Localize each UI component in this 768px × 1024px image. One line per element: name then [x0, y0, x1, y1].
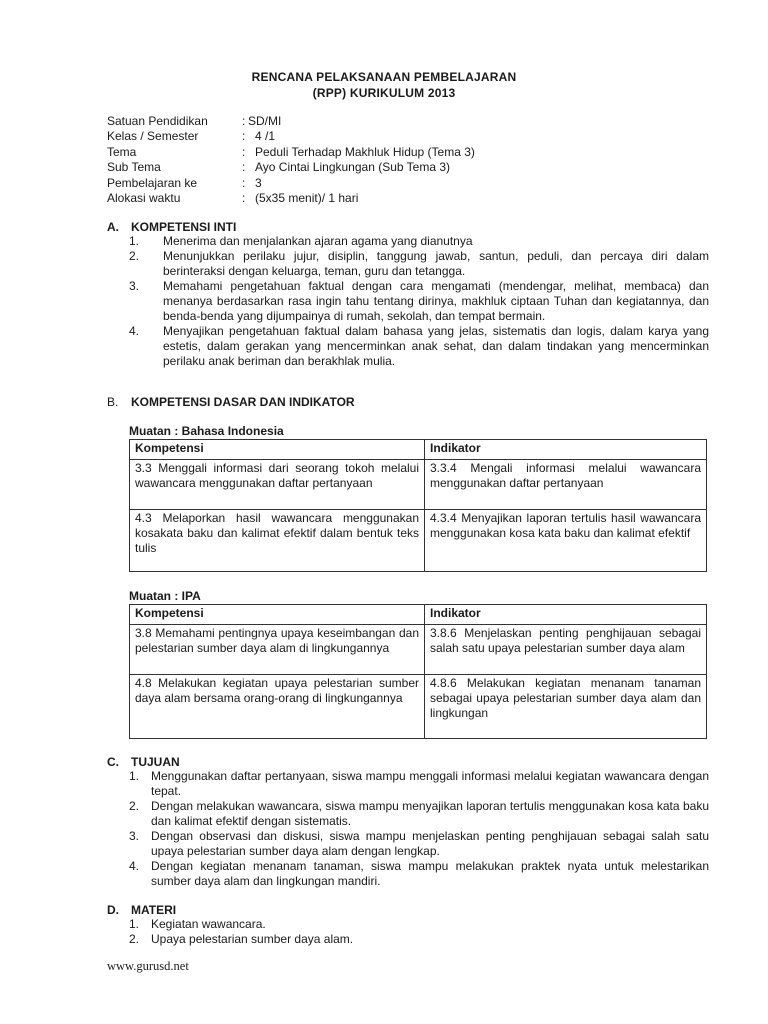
muatan-label: Muatan : Bahasa Indonesia	[129, 424, 284, 438]
list-text: Dengan observasi dan diskusi, siswa mampu menjelaskan penting penghijauan sebagai salah satu upaya pelestarian sumber daya alam dengan lengkap.	[151, 829, 709, 858]
list-item	[129, 932, 709, 947]
table-header-indikator: Indikator	[425, 440, 707, 460]
list-number: 3.	[129, 829, 140, 843]
list-number: 2.	[129, 932, 140, 946]
section-d-heading	[107, 903, 176, 918]
list-text: Menunjukkan perilaku jujur, disiplin, tanggung jawab, santun, peduli, dan percaya diri dalam berinteraksi dengan keluarga, teman, guru dan tetangga.	[163, 249, 709, 278]
list-item	[129, 917, 709, 932]
tujuan-list	[129, 769, 709, 889]
section-letter: A.	[107, 220, 119, 234]
list-item	[129, 234, 709, 249]
list-item	[129, 859, 709, 889]
section-letter: D.	[107, 903, 119, 917]
document-title: RENCANA PELAKSANAAN PEMBELAJARAN	[251, 70, 517, 84]
identity-label: Alokasi waktu	[107, 190, 181, 205]
section-title: KOMPETENSI DASAR DAN INDIKATOR	[131, 395, 355, 409]
section-a-heading	[107, 220, 236, 235]
list-number: 4.	[129, 324, 140, 338]
identity-colon: :	[242, 190, 246, 205]
section-letter: B.	[107, 395, 119, 409]
list-item	[129, 829, 709, 859]
kompetensi-cell: 3.8 Memahami pentingnya upaya keseimbangan dan pelestarian sumber daya alam di lingkungannya	[130, 625, 425, 675]
section-letter: C.	[107, 755, 119, 769]
list-number: 3.	[129, 279, 140, 293]
identity-label: Kelas / Semester	[107, 129, 199, 144]
kompetensi-cell: 3.3 Menggali informasi dari seorang tokoh melalui wawancara menggunakan daftar pertanyaan	[130, 460, 425, 510]
list-item	[129, 799, 709, 829]
identity-label: Satuan Pendidikan	[107, 114, 208, 128]
identity-label: Tema	[107, 144, 137, 159]
section-c-heading	[107, 755, 180, 770]
identity-value: (5x35 menit)/ 1 hari	[255, 190, 359, 205]
table-row	[130, 460, 707, 510]
list-number: 1.	[129, 234, 140, 248]
identity-value: SD/MI	[248, 114, 282, 128]
list-item	[129, 279, 709, 324]
indikator-cell: 3.3.4 Mengali informasi melalui wawancara menggunakan daftar pertanyaan	[425, 460, 707, 510]
list-text: Menerima dan menjalankan ajaran agama yang dianutnya	[163, 234, 473, 248]
identity-colon: :	[242, 129, 246, 144]
list-text: Kegiatan wawancara.	[151, 917, 266, 931]
table-header-kompetensi: Kompetensi	[130, 440, 425, 460]
indikator-cell: 4.3.4 Menyajikan laporan tertulis hasil wawancara menggunakan kosa kata baku dan kalimat efektif	[425, 510, 707, 572]
table-header-row	[130, 440, 707, 460]
identity-value: 3	[255, 175, 262, 190]
footer-website: www.gurusd.net	[107, 959, 189, 973]
list-number: 1.	[129, 769, 140, 783]
list-number: 1.	[129, 917, 140, 931]
muatan-label: Muatan : IPA	[129, 589, 201, 603]
list-item	[129, 324, 709, 369]
list-text: Upaya pelestarian sumber daya alam.	[151, 932, 354, 946]
identity-value: Ayo Cintai Lingkungan (Sub Tema 3)	[255, 160, 451, 175]
section-title: TUJUAN	[131, 755, 180, 769]
indikator-cell: 4.8.6 Melakukan kegiatan menanam tanaman sebagai upaya pelestarian sumber daya alam dan lingkungan	[425, 675, 707, 739]
kompetensi-inti-list	[129, 234, 709, 369]
table-header-indikator: Indikator	[425, 605, 707, 625]
kompetensi-cell: 4.8 Melakukan kegiatan upaya pelestarian sumber daya alam bersama orang-orang di lingkungannya	[130, 675, 425, 739]
identity-label: Pembelajaran ke	[107, 175, 198, 190]
list-text: Dengan kegiatan menanam tanaman, siswa mampu melakukan praktek nyata untuk melestarikan sumber daya alam dan lingkungan mandiri.	[151, 859, 709, 888]
identity-label: Sub Tema	[107, 160, 161, 175]
identity-colon: :	[242, 144, 246, 159]
section-b-heading	[107, 395, 355, 410]
list-number: 4.	[129, 859, 140, 873]
list-number: 2.	[129, 799, 140, 813]
identity-value: Peduli Terhadap Makhluk Hidup (Tema 3)	[255, 144, 475, 159]
list-text: Dengan melakukan wawancara, siswa mampu menyajikan laporan tertulis menggunakan kosa kata baku dan kalimat efektif dengan sistematis.	[151, 799, 709, 828]
list-text: Memahami pengetahuan faktual dengan cara mengamati (mendengar, melihat, membaca) dan menanya berdasarkan rasa ingin tahu tentang dirinya, makhluk ciptaan Tuhan dan kegiatannya, dan benda-benda yang dijumpainya di rumah, sekolah, dan tempat bermain.	[163, 279, 709, 323]
list-text: Menggunakan daftar pertanyaan, siswa mampu menggali informasi melalui kegiatan wawancara dengan tepat.	[151, 769, 709, 798]
table-header-kompetensi: Kompetensi	[130, 605, 425, 625]
section-title: MATERI	[131, 903, 177, 917]
table-row	[130, 510, 707, 572]
materi-list	[129, 917, 709, 947]
kompetensi-table-bahasa-indonesia	[129, 439, 707, 572]
list-number: 2.	[129, 249, 140, 263]
table-row	[130, 675, 707, 739]
indikator-cell: 3.8.6 Menjelaskan penting penghijauan sebagai salah satu upaya pelestarian sumber daya alam	[425, 625, 707, 675]
list-text: Menyajikan pengetahuan faktual dalam bahasa yang jelas, sistematis dan logis, dalam karya yang estetis, dalam gerakan yang mencerminkan anak sehat, dan dalam tindakan yang mencerminkan perilaku anak beriman dan berakhlak mulia.	[163, 324, 709, 368]
identity-colon: :	[242, 114, 246, 128]
kompetensi-table-ipa	[129, 604, 707, 739]
table-header-row	[130, 605, 707, 625]
document-subtitle: (RPP) KURIKULUM 2013	[312, 86, 456, 100]
section-title: KOMPETENSI INTI	[131, 220, 237, 234]
list-item	[129, 769, 709, 799]
identity-value: 4 /1	[255, 129, 276, 144]
table-row	[130, 625, 707, 675]
identity-colon: :	[242, 160, 246, 175]
kompetensi-cell: 4.3 Melaporkan hasil wawancara menggunakan kosakata baku dan kalimat efektif dalam bentuk teks tulis	[130, 510, 425, 572]
list-item	[129, 249, 709, 279]
identity-colon: :	[242, 175, 246, 190]
